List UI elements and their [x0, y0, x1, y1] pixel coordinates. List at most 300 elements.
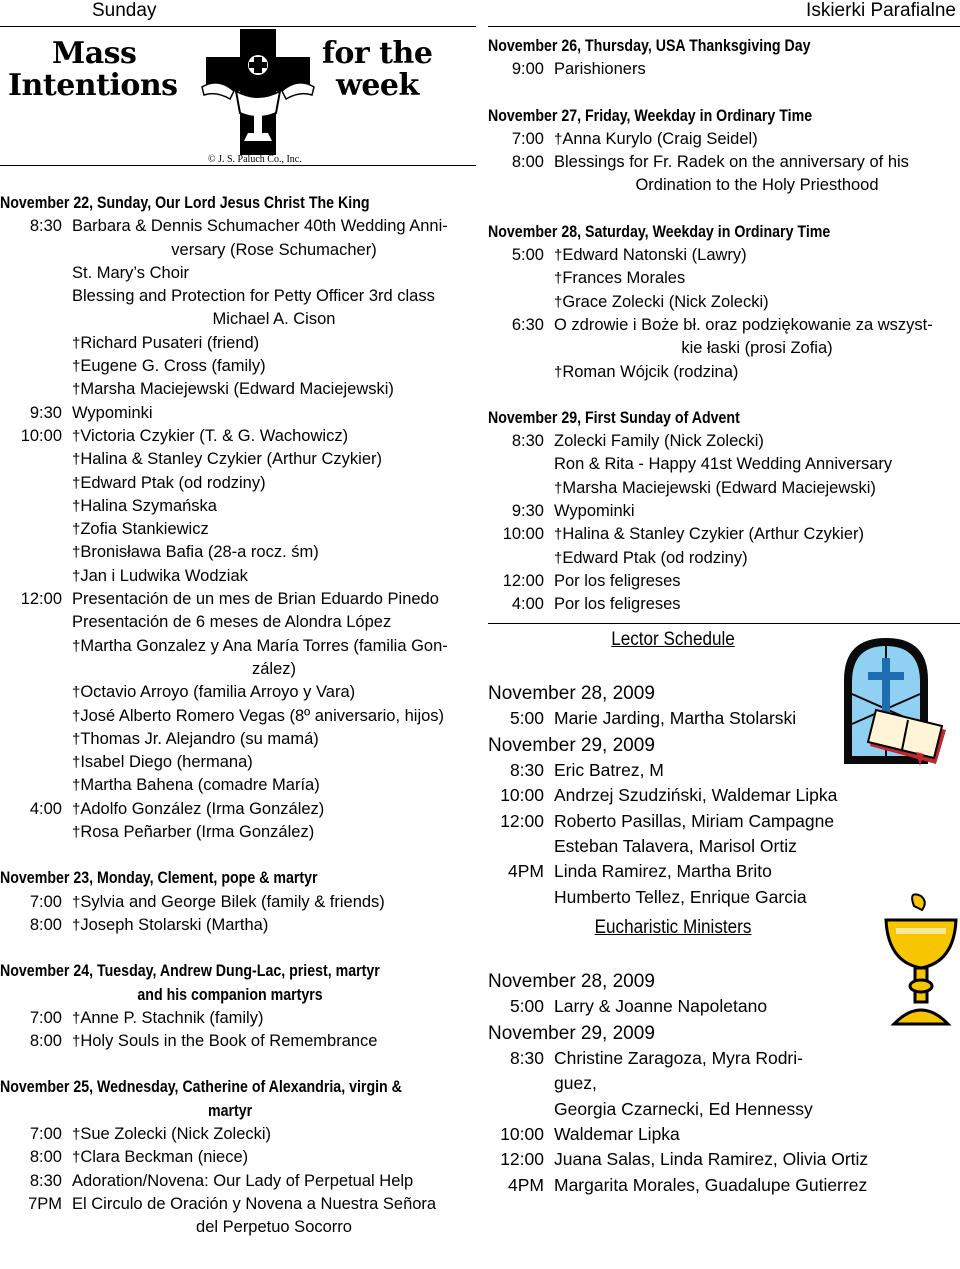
- intention-time: 9:30: [29, 403, 62, 422]
- intention-text-main: Rosa Peñarber (Irma González): [80, 823, 315, 842]
- intention-time: 7:00: [29, 1124, 62, 1143]
- intention-text: [72, 774, 476, 797]
- intention-text-main: St. Mary’s Choir: [72, 263, 190, 282]
- intention-entry: [0, 215, 476, 262]
- intention-entry: [488, 593, 960, 616]
- intention-entry: [0, 332, 476, 355]
- intention-text: [72, 891, 476, 914]
- intention-time: 8:00: [511, 153, 544, 172]
- intention-text: [72, 728, 476, 751]
- intention-text: [554, 430, 960, 453]
- intention-text-main: Richard Pusateri (friend): [80, 333, 260, 352]
- intention-time: 7:00: [29, 1008, 62, 1027]
- intention-entry: [0, 728, 476, 751]
- intention-entry: [0, 285, 476, 332]
- intention-text-main: Zolecki Family (Nick Zolecki): [554, 432, 764, 451]
- intention-time: [0, 751, 72, 774]
- intention-text-main: Adolfo González (Irma González): [80, 799, 325, 818]
- intention-time: [0, 565, 72, 588]
- day-heading-text: November 27, Friday, Weekday in Ordinary Time: [488, 106, 813, 125]
- intention-text-main: Frances Morales: [562, 269, 686, 288]
- intention-time: 10:00: [502, 525, 544, 544]
- schedule-time: [488, 1071, 554, 1096]
- intention-time: [0, 635, 72, 682]
- intention-time: 12:00: [502, 571, 544, 590]
- intention-text-main: Martha Bahena (comadre María): [80, 776, 320, 795]
- intention-text: [72, 588, 476, 611]
- intention-entry: [488, 267, 960, 290]
- schedule-row: [488, 783, 960, 808]
- intention-text-main: O zdrowie i Boże bł. oraz podziękowanie za wszyst-: [554, 315, 933, 334]
- intention-entry: [0, 1123, 476, 1146]
- intention-entry: [0, 705, 476, 728]
- mass-intentions-logo: [0, 29, 476, 165]
- intention-text: [72, 751, 476, 774]
- intention-text: [554, 128, 960, 151]
- memorial-cross-icon: †: [554, 363, 563, 381]
- intention-time: 8:00: [29, 1032, 62, 1051]
- intention-text: [72, 681, 476, 704]
- intention-entry: [0, 355, 476, 378]
- intention-text: [72, 635, 476, 682]
- schedule-names: Roberto Pasillas, Miriam Campagne: [554, 810, 835, 831]
- schedule-row: [488, 1097, 960, 1122]
- intention-entry: [488, 361, 960, 384]
- day-heading-text: November 28, Saturday, Weekday in Ordinary Time: [488, 222, 831, 241]
- intention-text-main: Wypominki: [554, 502, 635, 521]
- intention-entry: [488, 58, 960, 81]
- intention-text-main: Sue Zolecki (Nick Zolecki): [80, 1124, 272, 1143]
- intention-text-continued: kie łaski (prosi Zofia): [681, 339, 833, 358]
- intention-text: [72, 215, 476, 262]
- day-heading: [0, 1076, 460, 1123]
- memorial-cross-icon: †: [72, 521, 81, 539]
- intention-text-main: Wypominki: [72, 403, 153, 422]
- intention-text-continued: Ordination to the Holy Priesthood: [635, 176, 879, 195]
- left-intentions: [0, 192, 476, 1239]
- schedule-names: Linda Ramirez, Martha Brito: [554, 861, 772, 882]
- schedule-date: November 29, 2009: [488, 1023, 655, 1045]
- right-header: Iskierki Parafialne: [488, 0, 960, 27]
- intention-entry: [0, 1030, 476, 1053]
- intention-entry: [0, 1146, 476, 1169]
- intention-time: [0, 611, 72, 634]
- intention-time: [0, 378, 72, 401]
- intention-text: [554, 267, 960, 290]
- memorial-cross-icon: †: [72, 1033, 81, 1051]
- intention-time: [0, 285, 72, 332]
- intention-time: 8:30: [29, 1171, 62, 1190]
- intention-text-main: Ron & Rita - Happy 41st Wedding Anniversary: [554, 455, 893, 474]
- intention-text: [72, 611, 476, 634]
- memorial-cross-icon: †: [554, 270, 563, 288]
- intention-text-continued: Michael A. Cison: [212, 310, 336, 329]
- intention-text: [554, 500, 960, 523]
- intention-text-main: Clara Beckman (niece): [80, 1148, 249, 1167]
- intention-time: [0, 495, 72, 518]
- intention-entry: [0, 1193, 476, 1240]
- stained-glass-window-icon: [836, 634, 954, 770]
- intention-text: [554, 291, 960, 314]
- eucharistic-section: [488, 916, 960, 1236]
- schedule-names: Humberto Tellez, Enrique Garcia: [554, 886, 807, 907]
- intention-text-main: Marsha Maciejewski (Edward Maciejewski): [80, 380, 394, 399]
- intention-text-main: Victoria Czykier (T. & G. Wachowicz): [80, 426, 349, 445]
- intention-text: [72, 821, 476, 844]
- memorial-cross-icon: †: [72, 824, 81, 842]
- intention-entry: [488, 547, 960, 570]
- intention-text: [72, 1007, 476, 1030]
- day-heading-text-continued: and his companion martyrs: [137, 985, 323, 1004]
- intention-text-main: Blessing and Protection for Petty Officer 3rd class: [72, 287, 435, 306]
- memorial-cross-icon: †: [72, 777, 81, 795]
- schedule-names: Andrzej Szudziński, Waldemar Lipka: [554, 785, 838, 806]
- intention-text-continued: versary (Rose Schumacher): [171, 240, 377, 259]
- memorial-cross-icon: †: [72, 637, 81, 655]
- right-intentions: [488, 35, 960, 617]
- logo-text-intentions: Intentions: [8, 68, 178, 103]
- intention-text-main: El Circulo de Oración y Novena a Nuestra Señora: [72, 1194, 437, 1213]
- schedule-time: 5:00: [509, 707, 544, 728]
- intention-time: 8:00: [29, 1148, 62, 1167]
- intention-entry: [0, 1007, 476, 1030]
- intention-entry: [0, 611, 476, 634]
- intention-entry: [0, 798, 476, 821]
- intention-text: [554, 477, 960, 500]
- intention-entry: [488, 570, 960, 593]
- intention-time: [488, 361, 554, 384]
- schedule-time: [488, 885, 554, 910]
- intention-entry: [488, 314, 960, 361]
- schedule-time: [488, 1097, 554, 1122]
- intention-text: [72, 425, 476, 448]
- schedule-time: 8:30: [509, 1048, 544, 1069]
- memorial-cross-icon: †: [72, 567, 81, 585]
- intention-text-main: Blessings for Fr. Radek on the anniversary of his: [554, 153, 909, 172]
- intention-time: [0, 728, 72, 751]
- memorial-cross-icon: †: [72, 497, 81, 515]
- intention-text-main: Halina & Stanley Czykier (Arthur Czykier): [80, 450, 383, 469]
- intention-time: 8:30: [29, 217, 62, 236]
- schedule-names: Esteban Talavera, Marisol Ortiz: [554, 836, 797, 857]
- memorial-cross-icon: †: [72, 707, 81, 725]
- intention-time: 4:00: [29, 799, 62, 818]
- intention-entry: [0, 751, 476, 774]
- intention-text: [554, 547, 960, 570]
- schedule-row: [488, 809, 960, 834]
- intention-text: [72, 1030, 476, 1053]
- intention-text-main: Sylvia and George Bilek (family & friends): [80, 892, 385, 911]
- day-heading: [488, 105, 894, 128]
- memorial-cross-icon: †: [72, 916, 81, 934]
- intention-text-main: Holy Souls in the Book of Remembrance: [80, 1032, 378, 1051]
- memorial-cross-icon: †: [554, 526, 563, 544]
- intention-text: [72, 355, 476, 378]
- chalice-icon: [884, 892, 958, 1032]
- intention-text-main: Roman Wójcik (rodzina): [562, 362, 739, 381]
- memorial-cross-icon: †: [554, 130, 563, 148]
- memorial-cross-icon: †: [554, 293, 563, 311]
- intention-entry: [488, 453, 960, 476]
- intention-text: [72, 262, 476, 285]
- intention-text-continued: del Perpetuo Socorro: [196, 1218, 352, 1237]
- intention-text: [72, 1170, 476, 1193]
- intention-text-main: Adoration/Novena: Our Lady of Perpetual Help: [72, 1171, 414, 1190]
- schedule-row: [488, 859, 960, 884]
- schedule-time: 10:00: [500, 1124, 544, 1145]
- intention-time: [0, 821, 72, 844]
- day-heading: [0, 960, 460, 1007]
- intention-entry: [0, 891, 476, 914]
- day-heading-text: November 26, Thursday, USA Thanksgiving Day: [488, 37, 811, 55]
- intention-text-main: Presentación de un mes de Brian Eduardo Pinedo: [72, 590, 439, 609]
- intention-text-main: Anne P. Stachnik (family): [80, 1008, 264, 1027]
- intention-text: [554, 314, 960, 361]
- memorial-cross-icon: †: [72, 730, 81, 748]
- intention-time: 10:00: [20, 426, 62, 445]
- intention-time: [0, 774, 72, 797]
- intention-text-main: Por los feligreses: [554, 595, 681, 614]
- intention-time: [0, 355, 72, 378]
- intention-entry: [0, 821, 476, 844]
- intention-text: [554, 523, 960, 546]
- memorial-cross-icon: †: [72, 1125, 81, 1143]
- lector-title: Lector Schedule: [611, 628, 735, 650]
- intention-entry: [488, 500, 960, 523]
- intention-entry: [0, 472, 476, 495]
- schedule-row: [488, 1071, 960, 1096]
- schedule-row: [488, 1147, 960, 1172]
- day-heading-text: November 23, Monday, Clement, pope & martyr: [0, 869, 318, 888]
- intention-time: [0, 448, 72, 471]
- logo-credit: © J. S. Paluch Co., Inc.: [208, 154, 302, 165]
- intention-text-main: Edward Natonski (Lawry): [562, 246, 747, 265]
- intention-text-main: Grace Zolecki (Nick Zolecki): [562, 292, 769, 311]
- schedule-row: [488, 1122, 960, 1147]
- memorial-cross-icon: †: [72, 754, 81, 772]
- intention-text-main: Joseph Stolarski (Martha): [80, 915, 269, 934]
- memorial-cross-icon: †: [72, 1149, 81, 1167]
- left-header: Sunday: [0, 0, 476, 27]
- intention-time: [488, 267, 554, 290]
- day-heading-text: November 25, Wednesday, Catherine of Alexandria, virgin &: [0, 1078, 402, 1097]
- day-heading: [488, 35, 894, 58]
- memorial-cross-icon: †: [72, 893, 81, 911]
- day-heading: [488, 407, 894, 430]
- schedule-date: November 28, 2009: [488, 970, 655, 992]
- intention-time: 9:00: [511, 60, 544, 79]
- intention-text-main: Barbara & Dennis Schumacher 40th Wedding Anni-: [72, 217, 448, 236]
- right-column: [488, 0, 960, 1236]
- intention-text: [72, 798, 476, 821]
- intention-text-main: Eugene G. Cross (family): [80, 357, 266, 376]
- day-heading: [488, 221, 894, 244]
- intention-entry: [0, 635, 476, 682]
- intention-time: [0, 705, 72, 728]
- schedule-names: Waldemar Lipka: [554, 1124, 680, 1145]
- day-heading: [0, 192, 409, 215]
- day-heading-text: November 29, First Sunday of Advent: [488, 408, 740, 427]
- intention-time: [0, 518, 72, 541]
- intention-time: 12:00: [20, 590, 62, 609]
- memorial-cross-icon: †: [554, 549, 563, 567]
- day-heading: [0, 867, 409, 890]
- intention-entry: [488, 291, 960, 314]
- schedule-time: 4PM: [508, 1174, 544, 1195]
- intention-text-main: Isabel Diego (hermana): [80, 753, 253, 772]
- intention-text-main: Marsha Maciejewski (Edward Maciejewski): [562, 478, 876, 497]
- intention-time: 8:30: [511, 432, 544, 451]
- logo-text-for-the: for the: [322, 36, 433, 71]
- intention-text-main: Zofia Stankiewicz: [80, 520, 209, 539]
- intention-text: [72, 472, 476, 495]
- intention-entry: [0, 518, 476, 541]
- intention-text: [72, 402, 476, 425]
- intention-text-main: José Alberto Romero Vegas (8º aniversario, hijos): [80, 706, 445, 725]
- memorial-cross-icon: †: [72, 381, 81, 399]
- intention-time: [0, 262, 72, 285]
- schedule-date: November 29, 2009: [488, 735, 655, 757]
- memorial-cross-icon: †: [72, 544, 81, 562]
- intention-time: [0, 472, 72, 495]
- cross-chalice-icon: [196, 29, 322, 155]
- memorial-cross-icon: †: [554, 247, 563, 265]
- schedule-time: 4PM: [508, 861, 544, 882]
- intention-time: 6:30: [511, 315, 544, 334]
- intention-text: [72, 518, 476, 541]
- intention-entry: [0, 1170, 476, 1193]
- intention-time: 7:00: [511, 129, 544, 148]
- intention-text: [554, 593, 960, 616]
- intention-entry: [0, 495, 476, 518]
- intention-entry: [0, 681, 476, 704]
- intention-text-main: Por los feligreses: [554, 571, 681, 590]
- intention-entry: [0, 914, 476, 937]
- intention-text-main: Edward Ptak (od rodziny): [80, 473, 266, 492]
- intention-time: [0, 681, 72, 704]
- intention-time: 4:00: [511, 595, 544, 614]
- intention-text: [72, 378, 476, 401]
- intention-time: 7PM: [28, 1194, 62, 1213]
- schedule-names: guez,: [554, 1073, 597, 1094]
- memorial-cross-icon: †: [72, 451, 81, 469]
- logo-text-week: week: [336, 68, 419, 103]
- intention-entry: [488, 151, 960, 198]
- day-heading-text-continued: martyr: [207, 1101, 253, 1120]
- intention-text-main: Parishioners: [554, 60, 646, 79]
- intention-text-main: Halina Szymańska: [80, 496, 217, 515]
- intention-text: [554, 151, 960, 198]
- schedule-names: Christine Zaragoza, Myra Rodri-: [554, 1048, 803, 1069]
- intention-text: [554, 453, 960, 476]
- intention-text: [72, 565, 476, 588]
- intention-text: [554, 570, 960, 593]
- intention-entry: [488, 523, 960, 546]
- intention-time: [488, 453, 554, 476]
- schedule-time: 12:00: [500, 810, 544, 831]
- intention-entry: [0, 565, 476, 588]
- intention-entry: [0, 402, 476, 425]
- intention-text: [72, 448, 476, 471]
- memorial-cross-icon: †: [72, 1009, 81, 1027]
- left-column: [0, 0, 476, 1239]
- schedule-date: November 28, 2009: [488, 682, 655, 704]
- intention-text: [72, 541, 476, 564]
- intention-text-main: Anna Kurylo (Craig Seidel): [562, 129, 758, 148]
- intention-text: [72, 285, 476, 332]
- memorial-cross-icon: †: [72, 684, 81, 702]
- schedule-time: 8:30: [509, 760, 544, 781]
- intention-time: [488, 291, 554, 314]
- schedule-time: [488, 834, 554, 859]
- schedule-row: [488, 834, 960, 859]
- eucharistic-title: Eucharistic Ministers: [594, 916, 752, 938]
- intention-text: [72, 1193, 476, 1240]
- intention-entry: [0, 448, 476, 471]
- memorial-cross-icon: †: [72, 427, 81, 445]
- intention-entry: [0, 588, 476, 611]
- schedule-row: [488, 1046, 960, 1071]
- intention-text: [72, 332, 476, 355]
- schedule-names: Marie Jarding, Martha Stolarski: [554, 707, 797, 728]
- intention-entry: [0, 425, 476, 448]
- intention-entry: [0, 541, 476, 564]
- schedule-time: 5:00: [509, 995, 544, 1016]
- intention-entry: [488, 128, 960, 151]
- schedule-row: [488, 1173, 960, 1198]
- schedule-time: 12:00: [500, 1149, 544, 1170]
- intention-time: 5:00: [511, 246, 544, 265]
- intention-text: [554, 244, 960, 267]
- schedule-names: Larry & Joanne Napoletano: [554, 995, 768, 1016]
- intention-text-main: Octavio Arroyo (familia Arroyo y Vara): [80, 683, 356, 702]
- intention-entry: [488, 477, 960, 500]
- intention-text: [72, 914, 476, 937]
- intention-time: [0, 332, 72, 355]
- schedule-names: Eric Batrez, M: [554, 760, 664, 781]
- intention-entry: [488, 430, 960, 453]
- memorial-cross-icon: †: [554, 479, 563, 497]
- schedule-names: Margarita Morales, Guadalupe Gutierrez: [554, 1174, 868, 1195]
- intention-time: 8:00: [29, 915, 62, 934]
- logo-text-mass: Mass: [52, 36, 137, 71]
- intention-time: [488, 547, 554, 570]
- intention-text-main: Thomas Jr. Alejandro (su mamá): [80, 729, 319, 748]
- intention-text: [72, 1146, 476, 1169]
- intention-text: [72, 705, 476, 728]
- schedule-names: Juana Salas, Linda Ramirez, Olivia Ortiz: [554, 1149, 869, 1170]
- intention-text: [554, 361, 960, 384]
- intention-text-main: Presentación de 6 meses de Alondra López: [72, 613, 392, 632]
- intention-entry: [488, 244, 960, 267]
- schedule-names: Georgia Czarnecki, Ed Hennessy: [554, 1098, 813, 1119]
- lector-section: [488, 628, 960, 928]
- intention-text-main: Bronisława Bafia (28-a rocz. śm): [80, 543, 319, 562]
- intention-entry: [0, 774, 476, 797]
- intention-text: [554, 58, 960, 81]
- intention-text-main: Jan i Ludwika Wodziak: [80, 566, 248, 585]
- memorial-cross-icon: †: [72, 474, 81, 492]
- memorial-cross-icon: †: [72, 800, 81, 818]
- intention-text-main: Martha Gonzalez y Ana María Torres (familia Gon-: [80, 636, 448, 655]
- intention-text-main: Halina & Stanley Czykier (Arthur Czykier): [562, 525, 865, 544]
- schedule-time: 10:00: [500, 785, 544, 806]
- intention-time: 7:00: [29, 892, 62, 911]
- intention-text: [72, 1123, 476, 1146]
- intention-time: [488, 477, 554, 500]
- intention-text: [72, 495, 476, 518]
- intention-text-main: Edward Ptak (od rodziny): [562, 548, 748, 567]
